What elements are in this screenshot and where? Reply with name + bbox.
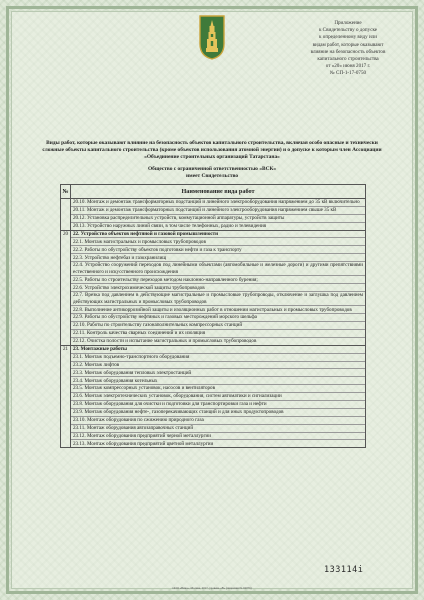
organization-name: Общество с ограниченной ответственностью «ВСК» bbox=[147, 166, 277, 172]
table-group bbox=[61, 231, 365, 346]
table-row: 23.5. Монтаж компрессорных установок, насосов и вентиляторов bbox=[71, 385, 365, 393]
appendix-number: № СП-1-17-0750 bbox=[329, 70, 367, 77]
table-row: 22.4. Устройство сооружений переходов под линейными объектами (автомобильные и железные дороги) и другими препятствиями естественного и искусственного происхождения bbox=[73, 262, 363, 275]
table-row: 22.1. Монтаж магистральных и промысловых трубопроводов bbox=[71, 238, 365, 246]
table-row: 23.9. Монтаж оборудования нефте-, газоперекачивающих станций и для иных продуктопроводов bbox=[71, 409, 365, 417]
table-row: 23.2. Монтаж лифтов bbox=[71, 362, 365, 370]
table-row: 23.10. Монтаж оборудования по сжижению природного газа bbox=[71, 417, 365, 425]
serial-number: 133114і bbox=[324, 565, 364, 575]
appendix-line: к Свидетельству о допуске bbox=[318, 27, 378, 34]
document-heading: Виды работ, которые оказывают влияние на безопасность объектов капитального строительства, включая особо опасные и технически сложные объекты капитального строительства (кроме объектов использования атомной энергии) и о допуске к которым член Ассоциации «Объединение строительных организаций Татарстана» bbox=[42, 140, 382, 160]
table-row: 22.8. Выполнение антикоррозийной защиты и изоляционных работ в отношении магистральных и промысловых трубопроводов bbox=[71, 306, 365, 314]
table-row: 20.13. Устройство наружных линий связи, в том числе телефонных, радио и телевидения bbox=[73, 222, 267, 229]
section-title-row: 23. Монтажные работы bbox=[71, 346, 365, 354]
appendix-line: Приложение bbox=[334, 20, 362, 26]
appendix-block bbox=[292, 20, 404, 78]
organization-note: имеет Свидетельство bbox=[185, 172, 239, 179]
table-row: 23.6. Монтаж электротехнических установок, оборудования, систем автоматики и сигнализации bbox=[71, 393, 365, 401]
table-header bbox=[61, 185, 365, 199]
appendix-line: капитального строительства bbox=[317, 56, 379, 63]
header-work-name: Наименование вида работ bbox=[181, 188, 255, 195]
table-row: 22.10. Работы по строительству газонаполнительных компрессорных станций bbox=[71, 322, 365, 330]
tower-emblem-icon bbox=[197, 14, 227, 60]
group-items bbox=[71, 231, 365, 345]
appendix-line: влияние на безопасность объектов bbox=[310, 48, 386, 55]
printer-footer: ООО «Вико», Москва, 2017, уровень «В» (лицензия № 04079) bbox=[172, 586, 252, 590]
table-row: 23.8. Монтаж оборудования для очистки и подготовки для транспортировки газа и нефти bbox=[71, 401, 365, 409]
table-body bbox=[61, 199, 365, 447]
table-row: 22.6. Устройство электрохимической защиты трубопроводов bbox=[71, 284, 365, 292]
group-number bbox=[61, 199, 71, 230]
table-row: 20.12. Установка распределительных устройств, коммутационной аппаратуры, устройств защиты bbox=[71, 215, 365, 223]
table-row: 22.7. Врезка под давлением в действующие магистральные и промысловые трубопроводы, отключение и заглушка под давлением действующих магистральных и промысловых трубопроводов bbox=[73, 292, 363, 305]
group-items bbox=[71, 199, 365, 230]
table-row: 22.9. Работы по обустройству нефтяных и газовых месторождений морского шельфа bbox=[71, 314, 365, 322]
appendix-line: к определенному виду или bbox=[319, 34, 377, 41]
table-row: 23.3. Монтаж оборудования тепловых электростанций bbox=[71, 369, 365, 377]
table-row: 23.13. Монтаж оборудования предприятий цветной металлургии bbox=[73, 440, 214, 447]
table-row: 23.11. Монтаж оборудования автозаправочных станций bbox=[71, 425, 365, 433]
section-title-row: 22. Устройство объектов нефтяной и газовой промышленности bbox=[71, 231, 365, 239]
group-number: 21 bbox=[61, 346, 71, 448]
table-row: 20.10. Монтаж и демонтаж трансформаторных подстанций и линейного электрооборудования напряжением до 35 кВ включительно bbox=[71, 199, 365, 207]
appendix-line: видам работ, которые оказывают bbox=[312, 41, 384, 48]
table-row: 20.11. Монтаж и демонтаж трансформаторных подстанций и линейного электрооборудования напряжением свыше 35 кВ bbox=[71, 207, 365, 215]
group-number: 20 bbox=[61, 231, 71, 345]
table-row: 22.11. Контроль качества сварных соединений и их изоляция bbox=[71, 330, 365, 338]
group-items bbox=[71, 346, 365, 448]
header-number: № bbox=[61, 185, 71, 198]
table-group bbox=[61, 346, 365, 448]
organization-block bbox=[40, 166, 384, 180]
table-row: 23.4. Монтаж оборудования котельных bbox=[71, 377, 365, 385]
table-group bbox=[61, 199, 365, 231]
table-row: 22.12. Очистка полости и испытание магистральных и промысловых трубопроводов bbox=[73, 338, 257, 345]
table-row: 22.3. Устройство нефтебаз и газохранилищ bbox=[71, 254, 365, 262]
table-row: 22.2. Работы по обустройству объектов подготовки нефти и газа к транспорту bbox=[71, 246, 365, 254]
work-types-table bbox=[60, 184, 366, 448]
table-row: 23.12. Монтаж оборудования предприятий черной металлургии bbox=[71, 433, 365, 441]
appendix-date: от «20» июня 2017 г. bbox=[325, 63, 371, 70]
table-row: 23.1. Монтаж подъемно-транспортного оборудования bbox=[71, 354, 365, 362]
table-row: 22.5. Работы по строительству переходов методом наклонно-направленного бурения; bbox=[71, 276, 365, 284]
